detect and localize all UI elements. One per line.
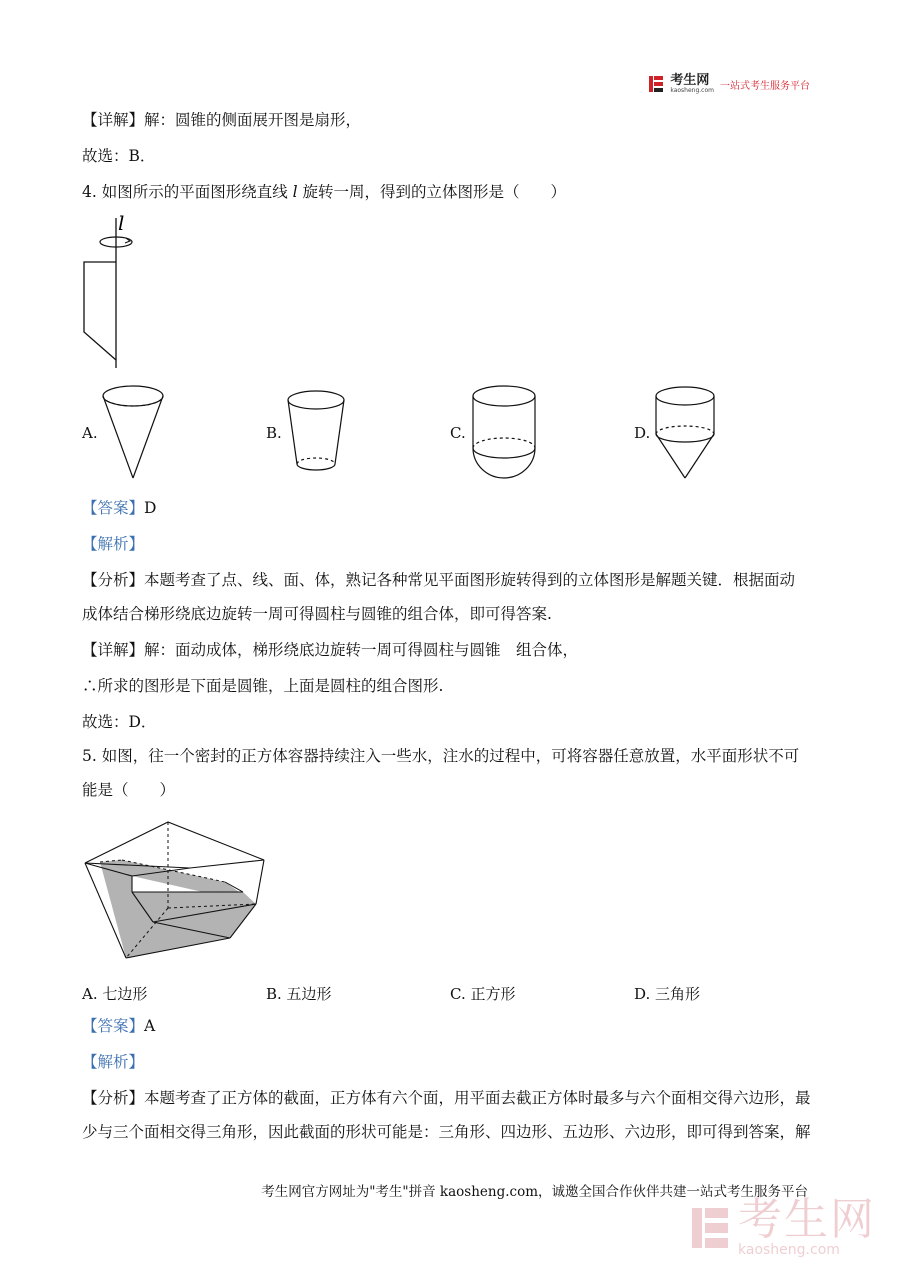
- answer-tag: 【答案】: [82, 1017, 145, 1035]
- answer-tag: 【答案】: [82, 499, 145, 517]
- q4-trapezoid-figure: [80, 210, 140, 370]
- q4-analysis-tag: 【解析】: [82, 535, 145, 553]
- watermark: [690, 1194, 876, 1258]
- q4-fenxi-line-1: [82, 570, 795, 590]
- q4-answer-line: [82, 498, 156, 518]
- q3-choice-line: 故选：B．: [82, 147, 156, 165]
- answer-value: D: [144, 499, 157, 517]
- brand-domain: kaosheng.com: [670, 86, 714, 94]
- q4-detail-line-2: ∴所求的图形是下面是圆锥，上面是圆柱的组合图形.: [82, 677, 444, 695]
- q4-option-a-label: A.: [82, 424, 98, 442]
- fenxi-text-1: 本题考查了正方体的截面，正方体有六个面，用平面去截正方体时最多与六个面相交得六边形，最: [144, 1089, 811, 1107]
- fenxi-text-1: 本题考查了点、线、面、体，熟记各种常见平面图形旋转得到的立体图形是解题关键．根据面动: [144, 571, 796, 589]
- q5-option-b: B. 五边形: [266, 985, 332, 1003]
- q4-stem-l: l: [292, 183, 298, 201]
- fenxi-tag: 【分析】: [82, 571, 145, 589]
- brand-name: 考生网: [670, 72, 710, 88]
- watermark-domain: kaosheng.com: [738, 1242, 840, 1258]
- q4-option-b-label: B.: [266, 424, 282, 442]
- q4-fenxi-line-2: 成体结合梯形绕底边旋转一周可得圆柱与圆锥的组合体，即可得答案.: [82, 605, 552, 623]
- brand-slogan: 一站式考生服务平台: [720, 80, 810, 92]
- q5-stem-line-2: 能是（ ）: [82, 781, 176, 799]
- q3-detail-line: [82, 110, 361, 130]
- footer-text: 考生网官方网址为"考生"拼音 kaosheng.com，诚邀全国合作伙伴共建一站式考生服务平台: [261, 1184, 808, 1200]
- q4-option-c-label: C.: [450, 424, 466, 442]
- watermark-name: 考生网: [738, 1194, 876, 1245]
- q5-cube-water-figure: [80, 818, 280, 968]
- detail-tag: 【详解】: [82, 641, 145, 659]
- cylinder-hemisphere-figure-icon: [468, 382, 542, 482]
- q5-option-c: C. 正方形: [450, 985, 516, 1003]
- watermark-text-block: [738, 1194, 876, 1258]
- detail-tag: 【详解】: [82, 111, 145, 129]
- q5-fenxi-line-1: [82, 1088, 811, 1108]
- fenxi-tag: 【分析】: [82, 1089, 145, 1107]
- q4-detail-line-1: [82, 640, 578, 660]
- q4-stem: [82, 182, 566, 202]
- detail-text: 解：圆锥的侧面展开图是扇形，: [144, 111, 362, 129]
- q5-analysis-tag: 【解析】: [82, 1053, 145, 1071]
- frustum-figure-icon: [282, 386, 352, 476]
- answer-value: A: [144, 1017, 156, 1035]
- q4-choice-line: 故选：D．: [82, 713, 157, 731]
- q5-option-a: A. 七边形: [82, 985, 148, 1003]
- q4-stem-suffix: 旋转一周，得到的立体图形是（ ）: [297, 183, 567, 201]
- cone-figure-icon: [100, 382, 170, 482]
- q4-option-d-label: D.: [634, 424, 651, 442]
- brand-text-block: [670, 72, 714, 94]
- q5-answer-line: [82, 1016, 155, 1036]
- q5-fenxi-line-2: 少与三个面相交得三角形，因此截面的形状可能是：三角形、四边形、五边形、六边形，即可得到答案，解: [82, 1123, 811, 1141]
- detail-text-1: 解：面动成体，梯形绕底边旋转一周可得圆柱与圆锥 组合体，: [144, 641, 579, 659]
- q5-stem-line-1: 5. 如图，往一个密封的正方体容器持续注入一些水，注水的过程中，可将容器任意放置，水平面形状不可: [82, 747, 800, 765]
- header-brand: [648, 72, 810, 96]
- q5-option-d: D. 三角形: [634, 985, 701, 1003]
- cylinder-cone-figure-icon: [652, 382, 726, 482]
- kaosheng-logo-icon: [648, 75, 664, 93]
- watermark-logo-icon: [690, 1206, 730, 1250]
- axis-label-l: l: [118, 211, 125, 235]
- q4-stem-prefix: 4. 如图所示的平面图形绕直线: [82, 183, 293, 201]
